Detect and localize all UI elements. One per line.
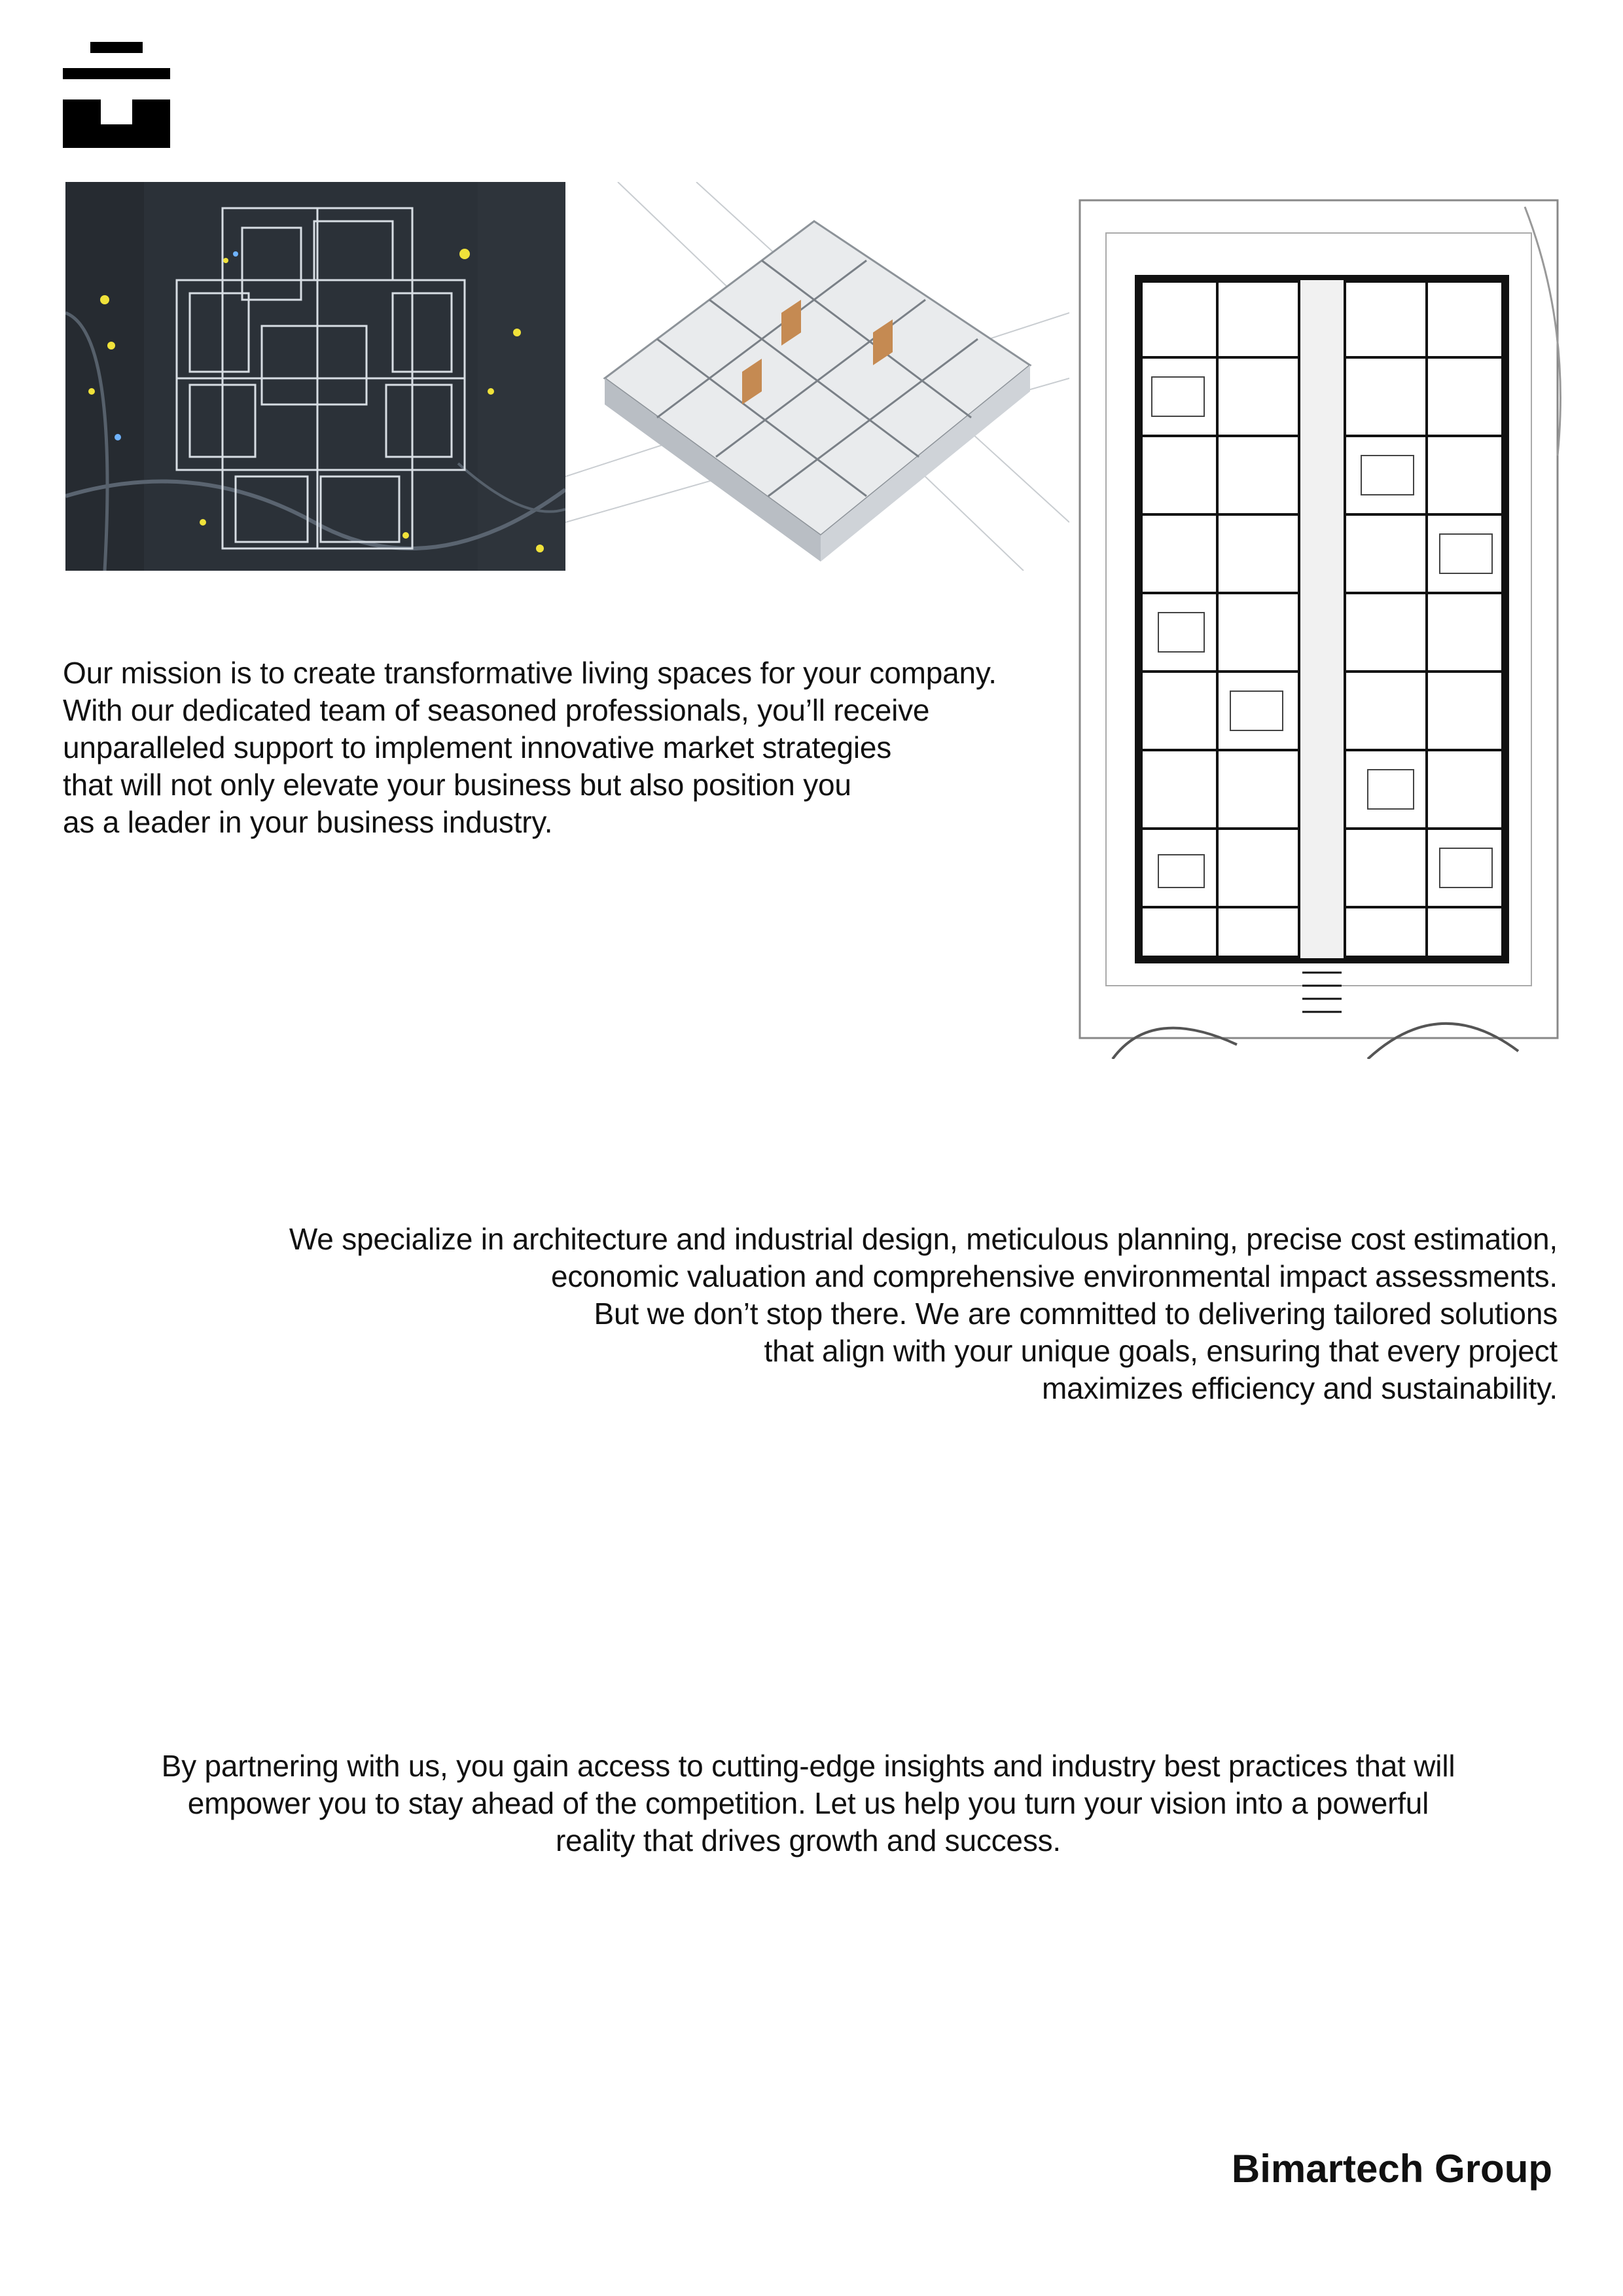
services-description: We specialize in architecture and industrial design, meticulous planning, precise cost estimation, economic valuation and comprehensive environmental impact assessments. But we don’t stop there. We are committed to delivering tailored solutions that align with your unique goals, ensuring that every project maximizes efficiency and sustainability. [289, 1222, 1558, 1405]
brand-name: Bimartech Group [1231, 2147, 1552, 2191]
bimartech-logo-icon [63, 42, 170, 148]
blueprint-floor-plan-image [1073, 194, 1564, 1059]
isometric-floor-plan-image [565, 182, 1069, 571]
partnership-statement: By partnering with us, you gain access to cutting-edge insights and industry best practices that will empower you to stay ahead of the competition. Let us help you turn your vision into a powerful reality that drives growth and success. [161, 1749, 1455, 1857]
mission-statement: Our mission is to create transformative living spaces for your company. With our dedicated team of seasoned professionals, you’ll receive unparalleled support to implement innovative market strategies that will not only elevate your business but also position you as a leader in your business industry. [63, 656, 997, 839]
dark-floor-plan-image [65, 182, 565, 571]
